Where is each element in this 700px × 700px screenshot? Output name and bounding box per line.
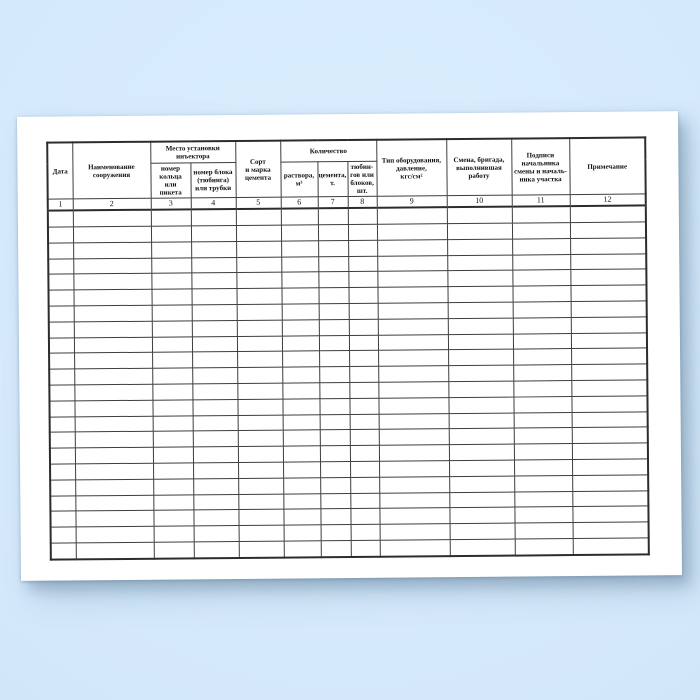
column-number: 7 (318, 197, 348, 209)
blank-cell (449, 492, 514, 508)
blank-cell (448, 397, 513, 413)
blank-cell (380, 524, 450, 540)
blank-cell (514, 491, 572, 507)
blank-cell (349, 335, 378, 351)
blank-cell (350, 477, 379, 493)
blank-cell (238, 446, 283, 462)
blank-cell (193, 478, 238, 494)
blank-cell (152, 400, 192, 416)
blank-cell (191, 209, 236, 226)
blank-cell (573, 538, 649, 555)
blank-cell (283, 414, 320, 430)
group-header-quantity: Количество (280, 140, 376, 162)
blank-cell (73, 242, 151, 258)
blank-cell (514, 507, 572, 523)
blank-cell (378, 366, 448, 382)
blank-cell (237, 336, 282, 352)
blank-cell (193, 510, 238, 526)
col-header-notes: Примечание (569, 137, 645, 194)
column-number: 2 (73, 198, 151, 210)
blank-cell (448, 349, 513, 365)
blank-cell (283, 509, 320, 525)
blank-cell (514, 444, 572, 460)
blank-cell (48, 274, 73, 290)
blank-cell (74, 289, 152, 305)
blank-cell (50, 480, 75, 496)
blank-cell (380, 540, 450, 557)
blank-cell (447, 239, 512, 255)
blank-cell (449, 413, 514, 429)
blank-cell (237, 367, 282, 383)
blank-cell (319, 367, 349, 383)
blank-cell (281, 225, 318, 241)
blank-cell (573, 522, 649, 538)
blank-cell (379, 461, 449, 477)
blank-cell (236, 288, 281, 304)
blank-cell (349, 319, 378, 335)
blank-cell (154, 526, 194, 542)
blank-cell (378, 318, 448, 334)
blank-cell (449, 460, 514, 476)
blank-cell (571, 396, 647, 412)
blank-cell (193, 447, 238, 463)
blank-cell (318, 240, 348, 256)
blank-cell (236, 257, 281, 273)
blank-cell (50, 511, 75, 527)
col-header-date: Дата (47, 142, 72, 199)
blank-cell (192, 368, 237, 384)
blank-cell (49, 337, 74, 353)
blank-cell (192, 320, 237, 336)
blank-cell (570, 269, 646, 285)
blank-cell (48, 243, 73, 259)
blank-cell (320, 446, 350, 462)
blank-cell (74, 321, 152, 337)
blank-cell (152, 321, 192, 337)
blank-cell (348, 272, 377, 288)
blank-cell (348, 240, 377, 256)
blank-cell (191, 241, 236, 257)
blank-cell (282, 304, 319, 320)
blank-cell (73, 210, 151, 227)
blank-cell (351, 540, 380, 557)
blank-cell (379, 429, 449, 445)
blank-cell (378, 303, 448, 319)
blank-cell (320, 414, 350, 430)
blank-cell (49, 401, 74, 417)
blank-cell (74, 368, 152, 384)
blank-cell (513, 317, 571, 333)
column-number: 8 (348, 196, 377, 208)
blank-cell (514, 475, 572, 491)
blank-cell (447, 270, 512, 286)
col-header-shift-brigade: Смена, бригада, выполнившая работу (446, 139, 511, 196)
blank-cell (512, 238, 570, 254)
blank-cell (151, 273, 191, 289)
col-header-equipment-pressure: Тип оборудования, давление, кгс/см² (376, 139, 446, 196)
blank-cell (194, 541, 239, 558)
blank-cell (238, 462, 283, 478)
blank-cell (76, 542, 154, 559)
blank-cell (75, 447, 153, 463)
blank-cell (152, 305, 192, 321)
blank-cell (153, 494, 193, 510)
blank-cell (192, 304, 237, 320)
blank-cell (379, 445, 449, 461)
blank-cell (450, 523, 515, 539)
blank-cell (151, 210, 191, 227)
blank-cell (448, 302, 513, 318)
blank-cell (50, 448, 75, 464)
blank-cell (193, 431, 238, 447)
col-header-cement-grade: Сорт и марка цемента (235, 141, 280, 198)
blank-cell (192, 336, 237, 352)
blank-cell (320, 509, 350, 525)
blank-cell (192, 399, 237, 415)
blank-cell (513, 349, 571, 365)
blank-cell (193, 494, 238, 510)
blank-cell (515, 523, 573, 539)
column-number: 9 (377, 196, 447, 208)
blank-cell (283, 446, 320, 462)
blank-cell (447, 223, 512, 239)
blank-cell (513, 381, 571, 397)
blank-cell (49, 353, 74, 369)
blank-cell (515, 538, 573, 555)
blank-cell (449, 428, 514, 444)
blank-cell (76, 526, 154, 542)
blank-cell (318, 256, 348, 272)
blank-cell (75, 495, 153, 511)
blank-cell (377, 271, 447, 287)
blank-cell (514, 460, 572, 476)
blank-cell (351, 524, 380, 540)
blank-cell (319, 303, 349, 319)
blank-cell (50, 495, 75, 511)
blank-cell (349, 366, 378, 382)
blank-cell (571, 348, 647, 364)
blank-cell (377, 255, 447, 271)
blank-cell (283, 477, 320, 493)
blank-cell (73, 274, 151, 290)
blank-cell (320, 477, 350, 493)
col-header-block-number: номер блока (тюбинга) или трубки (190, 162, 235, 198)
journal-table (46, 136, 650, 560)
blank-cell (75, 511, 153, 527)
blank-cell (49, 385, 74, 401)
blank-cell (151, 226, 191, 242)
column-number: 5 (236, 197, 281, 209)
blank-cell (572, 411, 648, 427)
blank-cell (237, 383, 282, 399)
blank-cell (153, 431, 193, 447)
blank-cell (349, 351, 378, 367)
blank-cell (512, 286, 570, 302)
blank-cell (513, 365, 571, 381)
blank-cell (572, 475, 648, 491)
blank-cell (350, 430, 379, 446)
blank-cell (349, 398, 378, 414)
column-number: 3 (151, 198, 191, 210)
blank-cell (74, 400, 152, 416)
blank-cell (450, 539, 515, 556)
blank-cell (448, 365, 513, 381)
blank-cell (318, 224, 348, 240)
blank-cell (350, 493, 379, 509)
blank-cell (514, 412, 572, 428)
blank-cell (73, 226, 151, 242)
blank-cell (348, 224, 377, 240)
blank-cell (50, 464, 75, 480)
blank-cell (348, 208, 377, 225)
blank-cell (378, 334, 448, 350)
blank-cell (282, 367, 319, 383)
blank-cell (284, 525, 321, 541)
blank-cell (49, 306, 74, 322)
blank-cell (572, 506, 648, 522)
blank-cell (75, 416, 153, 432)
blank-cell (153, 463, 193, 479)
blank-cell (283, 493, 320, 509)
blank-cell (321, 540, 351, 557)
blank-cell (570, 206, 646, 223)
blank-cell (50, 416, 75, 432)
header-row-groups (47, 137, 645, 164)
blank-cell (318, 272, 348, 288)
blank-cell (514, 428, 572, 444)
col-header-tubing-count: тюбин- гов или блоков, шт. (347, 161, 376, 196)
blank-cell (75, 463, 153, 479)
blank-cell (281, 288, 318, 304)
group-header-injector-place: Место установки инъектора (150, 141, 235, 163)
blank-cell (236, 225, 281, 241)
blank-cell (238, 430, 283, 446)
blank-cell (377, 239, 447, 255)
blank-cell (570, 222, 646, 238)
blank-cell (236, 241, 281, 257)
column-number: 6 (281, 197, 318, 209)
blank-cell (350, 414, 379, 430)
blank-cell (152, 384, 192, 400)
col-header-structure-name: Наименование сооружения (72, 142, 150, 199)
blank-cell (74, 305, 152, 321)
blank-cell (73, 258, 151, 274)
blank-cell (191, 289, 236, 305)
blank-cell (282, 335, 319, 351)
column-number: 4 (191, 198, 236, 210)
blank-cell (75, 479, 153, 495)
blank-cell (48, 227, 73, 243)
blank-cell (281, 208, 318, 225)
blank-cell (48, 258, 73, 274)
blank-cell (378, 397, 448, 413)
blank-cell (319, 335, 349, 351)
blank-cell (571, 301, 647, 317)
blank-cell (282, 320, 319, 336)
table-body (48, 206, 649, 560)
blank-cell (319, 398, 349, 414)
blank-cell (75, 432, 153, 448)
blank-cell (512, 270, 570, 286)
blank-cell (151, 257, 191, 273)
blank-cell (281, 272, 318, 288)
column-number: 1 (48, 199, 73, 211)
blank-cell (379, 413, 449, 429)
blank-cell (238, 478, 283, 494)
blank-cell (570, 285, 646, 301)
blank-cell (447, 286, 512, 302)
blank-cell (282, 399, 319, 415)
blank-cell (193, 462, 238, 478)
blank-cell (191, 273, 236, 289)
blank-cell (152, 368, 192, 384)
blank-cell (449, 507, 514, 523)
blank-cell (74, 353, 152, 369)
blank-cell (448, 318, 513, 334)
col-header-mortar-volume: раствора, м³ (280, 162, 317, 198)
blank-cell (49, 290, 74, 306)
blank-cell (570, 253, 646, 269)
blank-cell (282, 351, 319, 367)
blank-cell (237, 320, 282, 336)
blank-cell (572, 490, 648, 506)
blank-cell (320, 430, 350, 446)
blank-cell (153, 510, 193, 526)
blank-cell (238, 415, 283, 431)
document-page (17, 111, 682, 581)
blank-cell (572, 443, 648, 459)
blank-cell (513, 302, 571, 318)
blank-cell (348, 256, 377, 272)
blank-cell (377, 224, 447, 240)
blank-cell (378, 350, 448, 366)
blank-cell (191, 257, 236, 273)
col-header-cement-tons: цемента, т. (317, 162, 347, 197)
blank-cell (350, 445, 379, 461)
blank-cell (379, 492, 449, 508)
col-header-signatures: Подписи начальника смены и началь- ника участка (511, 138, 569, 195)
blank-cell (237, 304, 282, 320)
blank-cell (238, 509, 283, 525)
blank-cell (50, 432, 75, 448)
blank-cell (152, 336, 192, 352)
blank-cell (192, 383, 237, 399)
blank-cell (239, 525, 284, 541)
blank-cell (193, 415, 238, 431)
blank-cell (191, 225, 236, 241)
blank-cell (349, 303, 378, 319)
blank-cell (194, 526, 239, 542)
blank-cell (512, 254, 570, 270)
blank-cell (281, 241, 318, 257)
blank-cell (283, 430, 320, 446)
blank-cell (318, 288, 348, 304)
blank-cell (48, 211, 73, 228)
blank-cell (571, 317, 647, 333)
blank-cell (51, 543, 76, 560)
blank-cell (154, 542, 194, 559)
blank-cell (571, 364, 647, 380)
blank-cell (236, 209, 281, 226)
blank-cell (74, 384, 152, 400)
blank-cell (152, 352, 192, 368)
blank-cell (74, 337, 152, 353)
blank-cell (513, 333, 571, 349)
blank-cell (319, 382, 349, 398)
blank-cell (239, 541, 284, 558)
blank-cell (320, 461, 350, 477)
blank-cell (153, 415, 193, 431)
blank-cell (512, 206, 570, 223)
blank-cell (349, 382, 378, 398)
blank-cell (283, 462, 320, 478)
blank-cell (572, 427, 648, 443)
blank-cell (49, 322, 74, 338)
blank-cell (379, 508, 449, 524)
blank-cell (236, 272, 281, 288)
table-header (47, 137, 646, 210)
blank-cell (570, 238, 646, 254)
blank-cell (321, 525, 351, 541)
blank-cell (377, 207, 447, 224)
blank-cell (448, 334, 513, 350)
blank-cell (348, 287, 377, 303)
blank-cell (319, 351, 349, 367)
blank-cell (320, 493, 350, 509)
blank-cell (378, 382, 448, 398)
blank-cell (151, 242, 191, 258)
blank-cell (282, 383, 319, 399)
column-number: 10 (447, 195, 512, 207)
blank-cell (449, 444, 514, 460)
blank-cell (571, 332, 647, 348)
blank-cell (51, 527, 76, 543)
blank-cell (238, 494, 283, 510)
blank-cell (318, 208, 348, 225)
blank-cell (571, 380, 647, 396)
blank-cell (448, 381, 513, 397)
blank-cell (449, 476, 514, 492)
blank-cell (237, 351, 282, 367)
blank-cell (281, 256, 318, 272)
blank-cell (512, 223, 570, 239)
blank-cell (377, 287, 447, 303)
col-header-ring-number: номер кольца или пикета (150, 163, 190, 199)
blank-cell (447, 207, 512, 224)
blank-cell (379, 476, 449, 492)
blank-cell (151, 289, 191, 305)
blank-cell (153, 447, 193, 463)
blank-cell (284, 541, 321, 558)
blank-cell (513, 396, 571, 412)
column-number: 12 (570, 194, 646, 206)
blank-cell (237, 399, 282, 415)
blank-cell (447, 255, 512, 271)
blank-cell (350, 509, 379, 525)
blank-cell (319, 319, 349, 335)
blank-cell (350, 461, 379, 477)
blank-cell (153, 479, 193, 495)
blank-cell (192, 352, 237, 368)
blank-cell (49, 369, 74, 385)
blank-cell (572, 459, 648, 475)
column-number: 11 (512, 195, 570, 207)
